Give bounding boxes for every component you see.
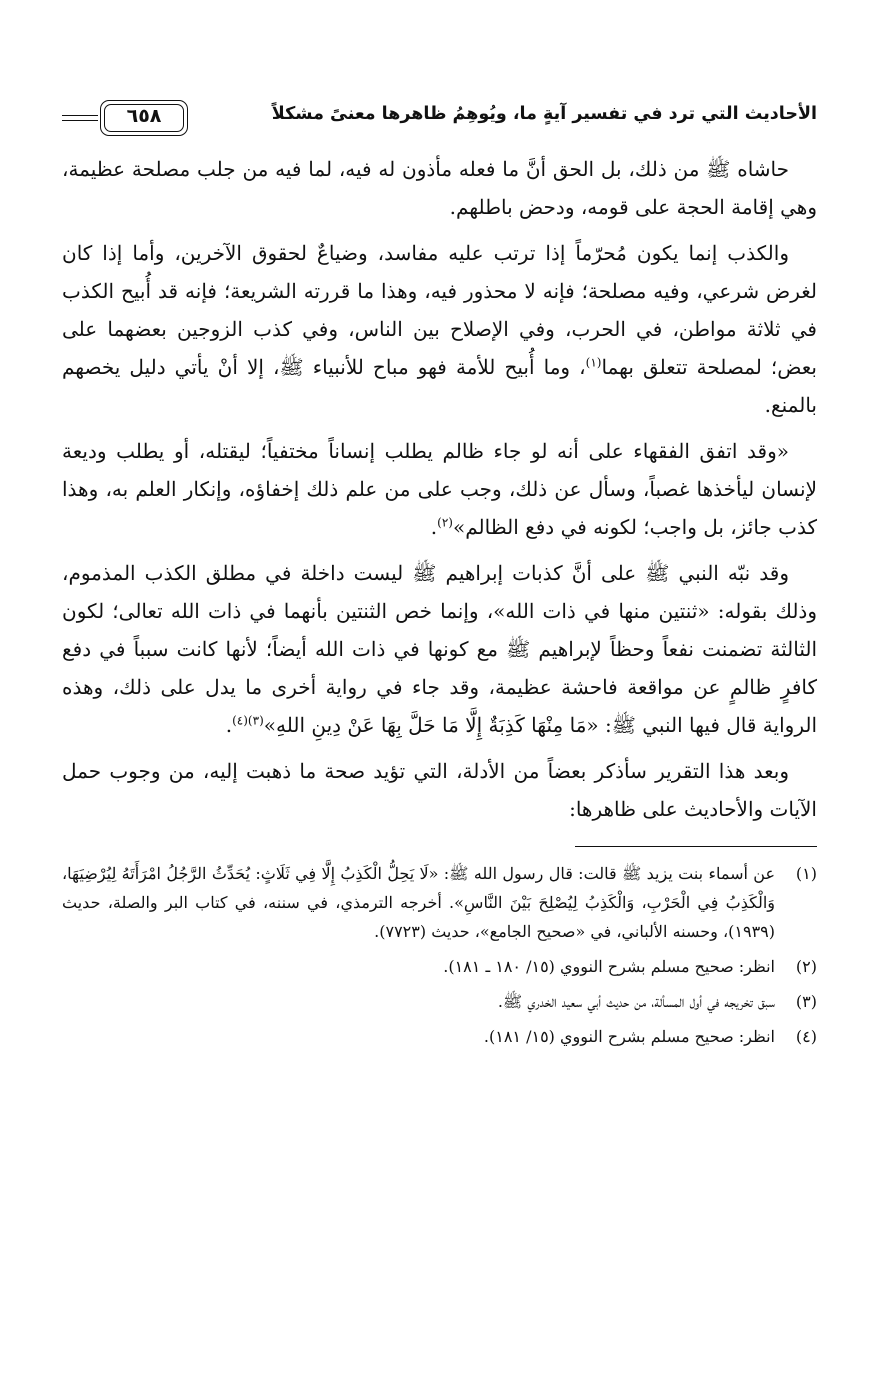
header-rule <box>62 115 98 116</box>
footnote-number: (٣) <box>795 992 817 1011</box>
footnote-text: انظر: صحيح مسلم بشرح النووي (١٥/ ١٨٠ ـ ١٨١). <box>443 957 775 976</box>
paragraph-text: حاشاه ﷺ من ذلك، بل الحق أنَّ ما فعله مأذون له فيه، لما فيه من جلب مصلحة عظيمة، وهي إقامة الحجة على قومه، ودحض باطلهم. <box>62 157 817 219</box>
paragraph-text: ، وما أُبيح للأمة فهو مباح للأنبياء ﷺ، إلا أنْ يأتي دليل يخصهم بالمنع. <box>62 355 817 417</box>
running-header <box>62 92 817 150</box>
footnote-text: انظر: صحيح مسلم بشرح النووي (١٥/ ١٨١). <box>483 1027 775 1046</box>
paragraph-text: . <box>430 515 438 539</box>
page-number-frame <box>100 100 188 136</box>
footnote <box>62 859 817 946</box>
paragraph-text: والكذب إنما يكون مُحرّماً إذا ترتب عليه مفاسد، وضياعٌ لحقوق الآخرين، وأما إذا كان لغرض شرعي، وفيه مصلحة؛ فإنه لا محذور فيه، وهذا ما قررته الشريعة؛ فإنه قد أُبيح الكذب في ثلاثة مواطن، في الحرب، وفي الإصلاح بين الناس، وفي كذب الزوجين بعضهما على بعض؛ لمصلحة تتعلق بهما <box>62 241 817 379</box>
running-title: الأحاديث التي ترد في تفسير آيةٍ ما، ويُوهِمُ ظاهرها معنىً مشكلاً <box>271 104 817 124</box>
footnote-number: (١) <box>795 864 817 883</box>
footnote-text: سبق تخريجه في أول المسألة، من حديث أبي سعيد الخدري ﷺ. <box>497 992 775 1011</box>
footnote <box>62 1022 817 1051</box>
paragraph-text: وقد نبّه النبي ﷺ على أنَّ كذبات إبراهيم ﷺ ليست داخلة في مطلق الكذب المذموم، وذلك بقوله: «ثنتين منها في ذات الله»، وإنما خص الثنتين بأنهما في ذات الله تعالى؛ لكون الثالثة تضمنت نفعاً وحظاً لإبراهيم ﷺ مع كونها في ذات الله أيضاً؛ لأنها كانت سبباً في دفع كافرٍ ظالمٍ عن مواقعة فاحشة عظيمة، وقد جاء في رواية أخرى ما يدل على ذلك، وهذه الرواية قال فيها النبي ﷺ: «مَا مِنْهَا كَذِبَةٌ إِلَّا مَا حَلَّ بِهَا عَنْ دِينِ اللهِ» <box>62 561 817 737</box>
page <box>62 92 817 1057</box>
header-rule <box>62 120 98 121</box>
paragraph <box>62 554 817 744</box>
footnote-number: (٤) <box>795 1027 817 1046</box>
paragraph <box>62 752 817 828</box>
footnote-number: (٢) <box>795 957 817 976</box>
main-text <box>62 150 817 828</box>
footnote <box>62 987 817 1016</box>
footnote-ref[interactable]: (١) <box>585 355 602 370</box>
page-number: ٦٥٨ <box>126 105 162 127</box>
footnote-ref[interactable]: (٢) <box>437 515 453 530</box>
paragraph <box>62 150 817 226</box>
footnotes <box>62 859 817 1051</box>
footnote-ref[interactable]: (٣)(٤) <box>232 713 264 728</box>
paragraph-text: وبعد هذا التقرير سأذكر بعضاً من الأدلة، التي تؤيد صحة ما ذهبت إليه، من وجوب حمل الآيات والأحاديث على ظاهرها: <box>62 759 817 821</box>
paragraph-text: «وقد اتفق الفقهاء على أنه لو جاء ظالم يطلب إنساناً مختفياً؛ ليقتله، أو يطلب وديعة لإنسان ليأخذها غصباً، وسأل عن ذلك، وجب على من علم ذلك إخفاؤه، وإنكار العلم به، وهذا كذب جائز، بل واجب؛ لكونه في دفع الظالم» <box>62 439 817 539</box>
footnote <box>62 952 817 981</box>
footnote-separator <box>575 846 817 847</box>
paragraph-text: . <box>225 713 233 737</box>
paragraph <box>62 234 817 424</box>
footnote-text: عن أسماء بنت يزيد ﷺ قالت: قال رسول الله ﷺ: «لَا يَحِلُّ الْكَذِبُ إِلَّا فِي ثَلَاثٍ: يُحَدِّثُ الرَّجُلُ امْرَأَتَهُ لِيُرْضِيَهَا، وَالْكَذِبُ فِي الْحَرْبِ، وَالْكَذِبُ لِيُصْلِحَ بَيْنَ النَّاسِ». أخرجه الترمذي، في سننه، في كتاب البر والصلة، حديث (١٩٣٩)، وحسنه الألباني، في «صحيح الجامع»، حديث (٧٧٢٣). <box>62 864 775 941</box>
paragraph <box>62 432 817 546</box>
